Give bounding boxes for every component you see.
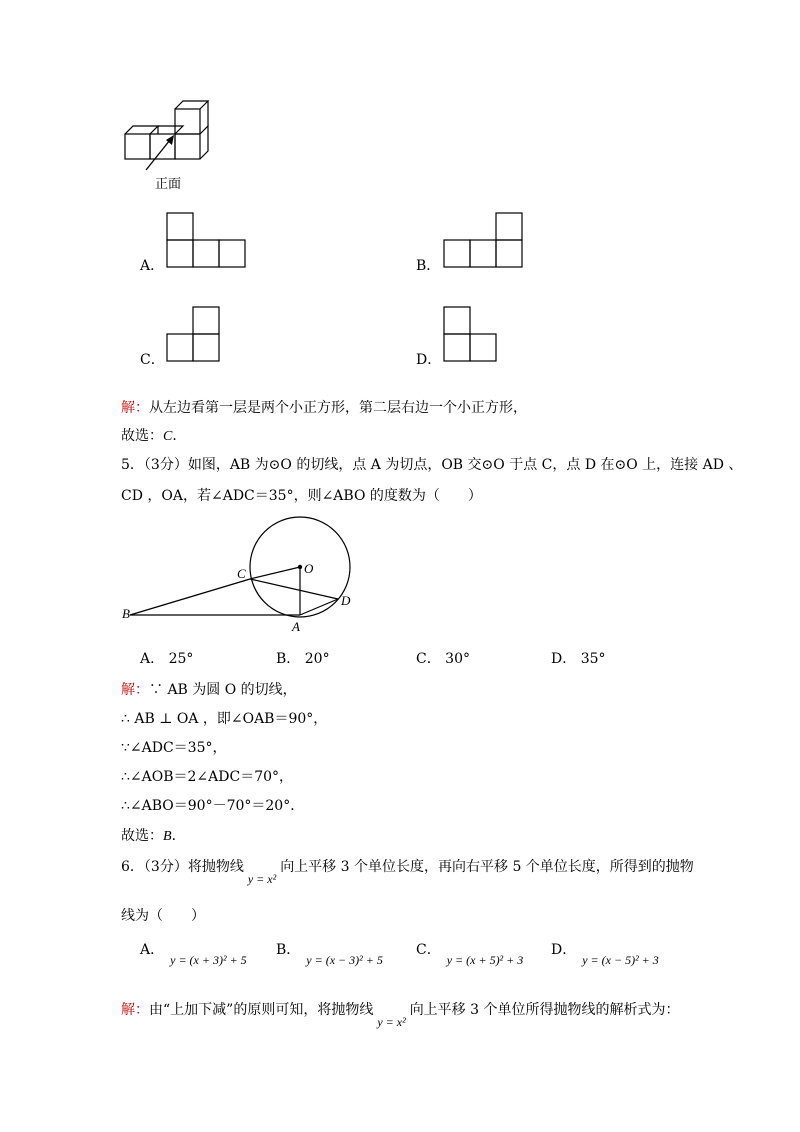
q4-option-b-letter: B． (416, 258, 441, 274)
q5-option-b: B． 20° (276, 651, 330, 667)
q5-solution-step-2: ∴ AB ⊥ OA ，即∠OAB＝90°， (121, 711, 328, 727)
answer-suffix: ． (171, 828, 186, 844)
q5-stem-line2: CD ，OA，若∠ADC＝35°，则∠ABO 的度数为（ ） (121, 488, 482, 504)
q4-option-d-letter: D． (416, 352, 442, 368)
q4-option-d-figure (443, 306, 499, 362)
solution-prefix: 解： (121, 1002, 149, 1018)
answer-value: C (163, 429, 173, 444)
q4-answer (121, 426, 186, 447)
q6-option-b: B．y = (x − 3)² + 5 (276, 942, 383, 967)
q6-solution-formula: y = x² (377, 1015, 406, 1029)
q5-solution-step-4: ∴∠AOB＝2∠ADC＝70°， (121, 769, 294, 785)
step-text: ∵ AB 为圆 O 的切线， (149, 682, 297, 698)
label-c: C (237, 566, 246, 581)
q5-geometry-figure (120, 515, 370, 635)
q6-stem-line1: 6．（3分）将抛物线y = x²向上平移 3 个单位长度，再向右平移 5 个单位长度，所得到的抛物 (121, 859, 694, 886)
solution-prefix: 解： (121, 682, 149, 698)
q5-option-a: A． 25° (140, 651, 194, 667)
answer-suffix: ． (172, 428, 187, 444)
q6-stem-formula: y = x² (247, 872, 277, 886)
q5-solution-step-5: ∴∠ABO＝90°－70°＝20°． (121, 798, 305, 814)
answer-value: B (163, 829, 172, 844)
label-d: D (341, 593, 351, 608)
label-a: A (292, 619, 300, 634)
q4-option-c-figure (166, 306, 222, 362)
q6-option-c: C．y = (x + 5)² + 3 (416, 942, 524, 967)
label-b: B (122, 606, 130, 621)
solution-text: 从左边看第一层是两个小正方形，第二层右边一个小正方形， (149, 400, 527, 416)
solution-prefix: 解： (121, 400, 149, 416)
q5-solution-step-3: ∵∠ADC＝35°， (121, 740, 227, 756)
q5-stem-line1: 5．（3分）如图，AB 为⊙O 的切线，点 A 为切点，OB 交⊙O 于点 C，点 D 在⊙O 上，连接 AD 、 (121, 457, 743, 473)
label-o: O (304, 561, 314, 576)
answer-prefix: 故选： (121, 428, 163, 444)
answer-prefix: 故选： (121, 828, 163, 844)
q5-solution-step-1 (121, 680, 297, 700)
q4-option-a-figure (166, 212, 248, 268)
q5-option-d: D． 35° (551, 651, 606, 667)
q6-solution: 解：由“上加下减”的原则可知，将抛物线y = x²向上平移 3 个单位所得抛物线的解析式为： (121, 1002, 680, 1029)
q6-option-a: A．y = (x + 3)² + 5 (140, 942, 247, 967)
q4-solution (121, 398, 527, 418)
q5-option-c: C． 30° (416, 651, 470, 667)
q4-option-c-letter: C． (140, 352, 165, 368)
q6-option-d: D．y = (x − 5)² + 3 (551, 942, 659, 967)
q4-option-a-letter: A． (140, 258, 165, 274)
front-arrow (140, 130, 180, 175)
q6-stem-line2: 线为（ ） (121, 908, 205, 924)
q5-answer (121, 826, 186, 847)
q4-option-b-figure (443, 212, 525, 268)
front-label: 正面 (155, 177, 182, 192)
